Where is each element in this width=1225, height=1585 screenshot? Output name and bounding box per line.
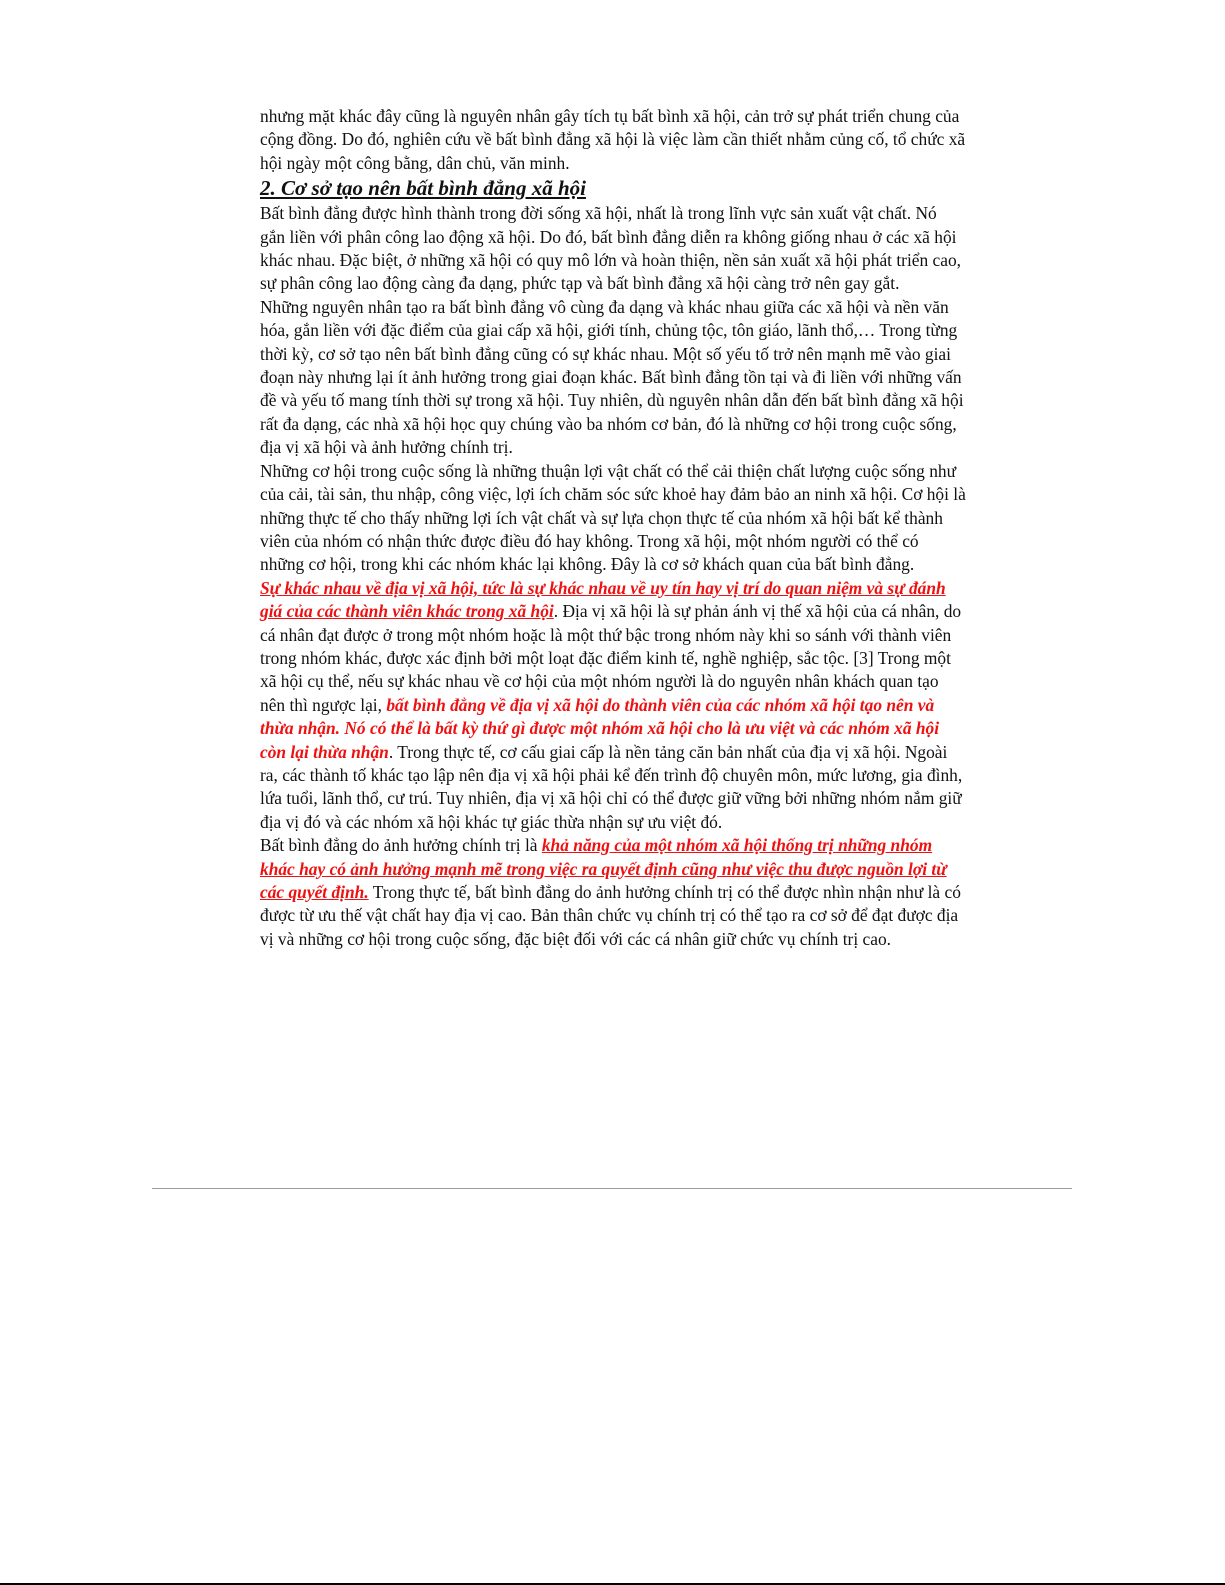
text-political-explanation: Trong thực tế, bất bình đẳng do ảnh hưởng chính trị có thể được nhìn nhận như là có được từ ưu thế vật chất hay địa vị cao. Bản thân chức vụ chính trị có thể tạo ra cơ sở để đạt được địa vị và những cơ hội trong cuộc sống, đặc biệt đối với các cá nhân giữ chức vụ chính trị cao.	[260, 882, 961, 949]
text-political-intro: Bất bình đẳng do ảnh hưởng chính trị là	[260, 835, 542, 856]
highlight-political-definition: khả năng của một nhóm xã hội thống trị những nhóm khác hay có ảnh hưởng mạnh mẽ trong việc ra quyết định cũng như việc thu được nguồn lợi từ các quyết định.	[260, 835, 947, 902]
paragraph-political-influence	[260, 834, 966, 951]
highlight-status-definition: Sự khác nhau về địa vị xã hội, tức là sự khác nhau về uy tín hay vị trí do quan niệm và sự đánh giá của các thành viên khác trong xã hội	[260, 577, 946, 622]
paragraph-social-status	[260, 577, 966, 834]
section-heading: 2. Cơ sở tạo nên bất bình đẳng xã hội	[260, 176, 586, 201]
document-page-body	[260, 105, 966, 951]
page-divider-line	[152, 1188, 1072, 1189]
text-status-components: . Trong thực tế, cơ cấu giai cấp là nền tảng căn bản nhất của địa vị xã hội. Ngoài ra, các thành tố khác tạo lập nên địa vị xã hội phải kể đến trình độ chuyên môn, mức lương, gia đình, lứa tuổi, lãnh thổ, cư trú. Tuy nhiên, địa vị xã hội chỉ có thể được giữ vững bởi những nhóm nắm giữ địa vị đó và các nhóm xã hội khác tự giác thừa nhận sự ưu việt đó.	[260, 741, 963, 832]
paragraph-formation: Bất bình đẳng được hình thành trong đời sống xã hội, nhất là trong lĩnh vực sản xuất vật chất. Nó gắn liền với phân công lao động xã hội. Do đó, bất bình đẳng diễn ra không giống nhau ở các xã hội khác nhau. Đặc biệt, ở những xã hội có quy mô lớn và hoàn thiện, nền sản xuất xã hội phát triển cao, sự phân công lao động càng đa dạng, phức tạp và bất bình đẳng xã hội càng trở nên gay gắt.	[260, 203, 962, 294]
text-status-explanation: . Địa vị xã hội là sự phản ánh vị thế xã hội của cá nhân, do cá nhân đạt được ở trong một nhóm hoặc là một thứ bậc trong nhóm này khi so sánh với thành viên trong nhóm khác, được xác định bởi một loạt đặc điểm kinh tế, nghề nghiệp, sắc tộc. [3] Trong một xã hội cụ thể, nếu sự khác nhau về cơ hội của một nhóm người là do nguyên nhân khách quan tạo nên thì ngược lại,	[260, 601, 962, 715]
paragraph-intro-continuation: nhưng mặt khác đây cũng là nguyên nhân gây tích tụ bất bình xã hội, cản trở sự phát triển chung của cộng đồng. Do đó, nghiên cứu về bất bình đẳng xã hội là việc làm cần thiết nhằm củng cố, tổ chức xã hội ngày một công bằng, dân chủ, văn minh.	[260, 106, 966, 173]
highlight-status-recognition: bất bình đẳng về địa vị xã hội do thành viên của các nhóm xã hội tạo nên và thừa nhận. Nó có thể là bất kỳ thứ gì được một nhóm xã hội cho là ưu việt và các nhóm xã hội còn lại thừa nhận	[260, 694, 940, 762]
paragraph-life-opportunities: Những cơ hội trong cuộc sống là những thuận lợi vật chất có thể cải thiện chất lượng cuộc sống như của cải, tài sản, thu nhập, công việc, lợi ích chăm sóc sức khoẻ hay đảm bảo an ninh xã hội. Cơ hội là những thực tế cho thấy những lợi ích vật chất và sự lựa chọn thực tế của nhóm xã hội bất kể thành viên của nhóm có nhận thức được điều đó hay không. Trong xã hội, một nhóm người có thể có những cơ hội, trong khi các nhóm khác lại không. Đây là cơ sở khách quan của bất bình đẳng.	[260, 460, 966, 575]
paragraph-causes: Những nguyên nhân tạo ra bất bình đẳng vô cùng đa dạng và khác nhau giữa các xã hội và nền văn hóa, gắn liền với đặc điểm của giai cấp xã hội, giới tính, chủng tộc, tôn giáo, lãnh thổ,… Trong từng thời kỳ, cơ sở tạo nên bất bình đẳng cũng có sự khác nhau. Một số yếu tố trở nên mạnh mẽ vào giai đoạn này nhưng lại ít ảnh hưởng trong giai đoạn khác. Bất bình đẳng tồn tại và đi liền với những vấn đề và yếu tố mang tính thời sự trong xã hội. Tuy nhiên, dù nguyên nhân dẫn đến bất bình đẳng xã hội rất đa dạng, các nhà xã hội học quy chúng vào ba nhóm cơ bản, đó là những cơ hội trong cuộc sống, địa vị xã hội và ảnh hưởng chính trị.	[260, 296, 964, 458]
